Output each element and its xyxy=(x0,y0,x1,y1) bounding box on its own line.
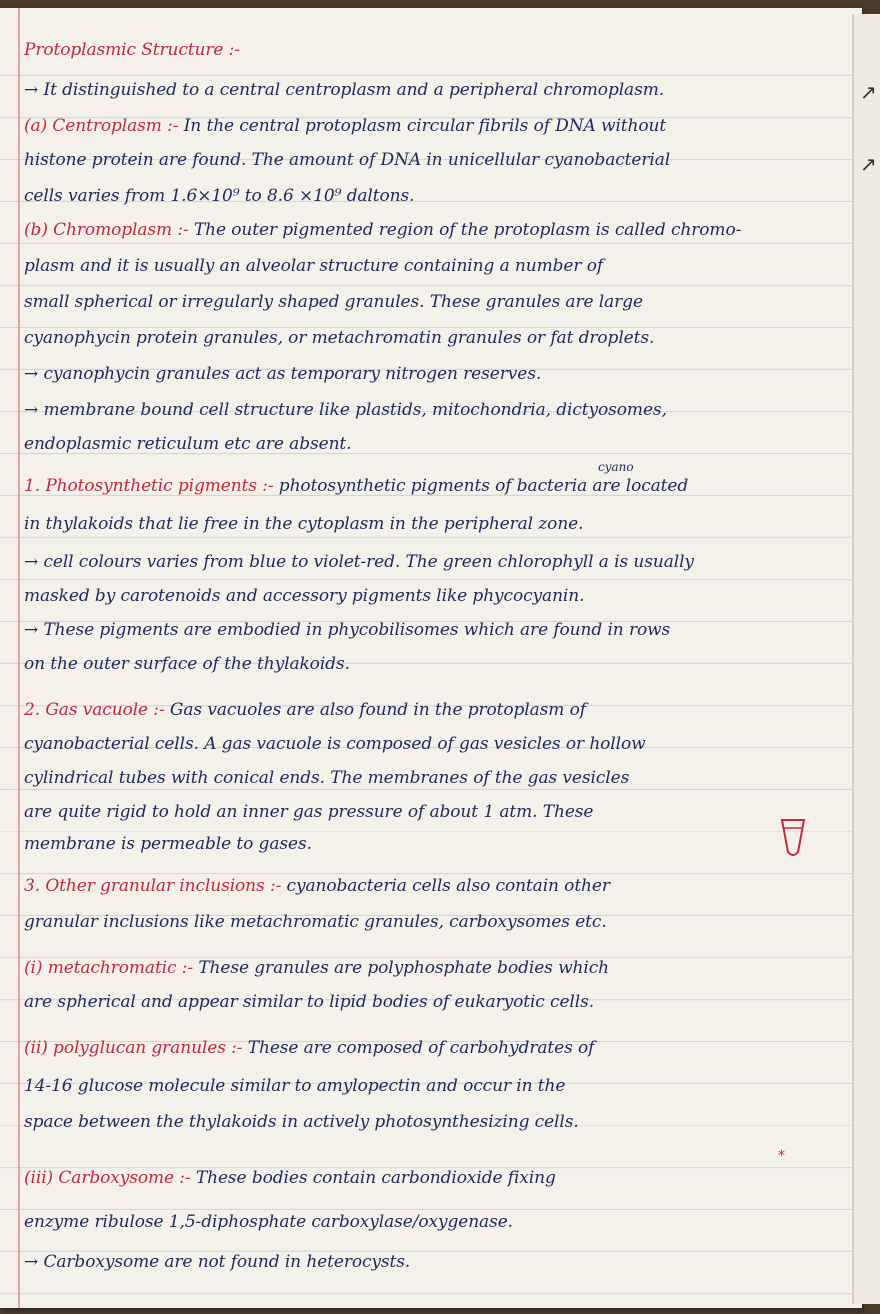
note-text: → membrane bound cell structure like plastids, mitochondria, dictyosomes, xyxy=(24,400,667,420)
note-line xyxy=(24,992,844,1012)
note-text: → cyanophycin granules act as temporary nitrogen reserves. xyxy=(24,364,542,384)
note-line xyxy=(24,802,844,822)
note-line xyxy=(24,834,844,854)
note-text: These are composed of carbohydrates of xyxy=(242,1038,595,1058)
note-line xyxy=(24,620,844,640)
note-text: granular inclusions like metachromatic granules, carboxysomes etc. xyxy=(24,912,607,932)
note-line xyxy=(24,256,844,276)
note-heading: (iii) Carboxysome :- xyxy=(24,1168,191,1188)
note-line xyxy=(24,1112,844,1132)
note-text: → It distinguished to a central centroplasm and a peripheral chromoplasm. xyxy=(24,80,665,100)
asterisk-mark: * xyxy=(778,1148,785,1164)
note-line xyxy=(24,186,844,206)
note-text: histone protein are found. The amount of DNA in unicellular cyanobacterial xyxy=(24,150,671,170)
note-line xyxy=(24,912,844,932)
arrow-mark-icon: ↗ xyxy=(860,80,877,104)
note-line xyxy=(24,116,844,136)
note-heading: (b) Chromoplasm :- xyxy=(24,220,189,240)
note-line xyxy=(24,1076,844,1096)
note-line xyxy=(24,434,844,454)
note-line xyxy=(24,1168,844,1188)
note-text: on the outer surface of the thylakoids. xyxy=(24,654,350,674)
note-line xyxy=(24,400,844,420)
margin-line xyxy=(18,8,20,1308)
note-line xyxy=(24,40,844,60)
note-line xyxy=(24,80,844,100)
note-heading: (i) metachromatic :- xyxy=(24,958,194,978)
note-line xyxy=(24,1038,844,1058)
note-line xyxy=(24,876,844,896)
test-tube-doodle-icon xyxy=(778,816,808,860)
note-text: Gas vacuoles are also found in the protoplasm of xyxy=(164,700,586,720)
note-line xyxy=(24,734,844,754)
note-line xyxy=(24,364,844,384)
note-text: space between the thylakoids in actively photosynthesizing cells. xyxy=(24,1112,579,1132)
note-text: → These pigments are embodied in phycobilisomes which are found in rows xyxy=(24,620,671,640)
note-line xyxy=(24,476,844,496)
note-line xyxy=(24,328,844,348)
note-heading: (ii) polyglucan granules :- xyxy=(24,1038,243,1058)
note-line xyxy=(24,552,844,572)
note-heading: (a) Centroplasm :- xyxy=(24,116,179,136)
note-text: small spherical or irregularly shaped granules. These granules are large xyxy=(24,292,643,312)
note-text: The outer pigmented region of the protoplasm is called chromo- xyxy=(188,220,742,240)
note-heading: 1. Photosynthetic pigments :- xyxy=(24,476,274,496)
note-line xyxy=(24,958,844,978)
note-line xyxy=(24,220,844,240)
note-line xyxy=(24,654,844,674)
note-text: masked by carotenoids and accessory pigments like phycocyanin. xyxy=(24,586,585,606)
note-line xyxy=(24,292,844,312)
note-text: cyanobacterial cells. A gas vacuole is composed of gas vesicles or hollow xyxy=(24,734,646,754)
note-line xyxy=(24,1252,844,1272)
note-line xyxy=(24,586,844,606)
note-text: In the central protoplasm circular fibrils of DNA without xyxy=(178,116,667,136)
note-heading: 3. Other granular inclusions :- xyxy=(24,876,282,896)
note-text: are spherical and appear similar to lipid bodies of eukaryotic cells. xyxy=(24,992,595,1012)
notebook-page xyxy=(0,8,862,1308)
note-text: photosynthetic pigments of bacteria are located xyxy=(273,476,689,496)
note-text: plasm and it is usually an alveolar structure containing a number of xyxy=(24,256,604,276)
note-heading: Protoplasmic Structure :- xyxy=(24,40,240,60)
note-text: 14-16 glucose molecule similar to amylopectin and occur in the xyxy=(24,1076,566,1096)
note-text: enzyme ribulose 1,5-diphosphate carboxylase/oxygenase. xyxy=(24,1212,513,1232)
note-text: cyanobacteria cells also contain other xyxy=(281,876,610,896)
note-text: endoplasmic reticulum etc are absent. xyxy=(24,434,352,454)
note-text: are quite rigid to hold an inner gas pressure of about 1 atm. These xyxy=(24,802,594,822)
note-line xyxy=(24,150,844,170)
note-line xyxy=(24,700,844,720)
note-text: → Carboxysome are not found in heterocysts. xyxy=(24,1252,411,1272)
note-line xyxy=(24,1212,844,1232)
superscript-note-cyano: cyano xyxy=(598,460,634,474)
arrow-mark-icon: ↗ xyxy=(860,152,877,176)
note-line xyxy=(24,514,844,534)
note-text: cyanophycin protein granules, or metachromatin granules or fat droplets. xyxy=(24,328,655,348)
note-heading: 2. Gas vacuole :- xyxy=(24,700,165,720)
note-text: in thylakoids that lie free in the cytoplasm in the peripheral zone. xyxy=(24,514,584,534)
note-text: cylindrical tubes with conical ends. The membranes of the gas vesicles xyxy=(24,768,630,788)
note-text: membrane is permeable to gases. xyxy=(24,834,312,854)
note-text: cells varies from 1.6×10⁹ to 8.6 ×10⁹ daltons. xyxy=(24,186,415,206)
note-text: These bodies contain carbondioxide fixing xyxy=(190,1168,556,1188)
facing-page-edge xyxy=(852,14,880,1304)
note-text: These granules are polyphosphate bodies which xyxy=(193,958,609,978)
note-line xyxy=(24,768,844,788)
note-text: → cell colours varies from blue to violet-red. The green chlorophyll a is usually xyxy=(24,552,694,572)
